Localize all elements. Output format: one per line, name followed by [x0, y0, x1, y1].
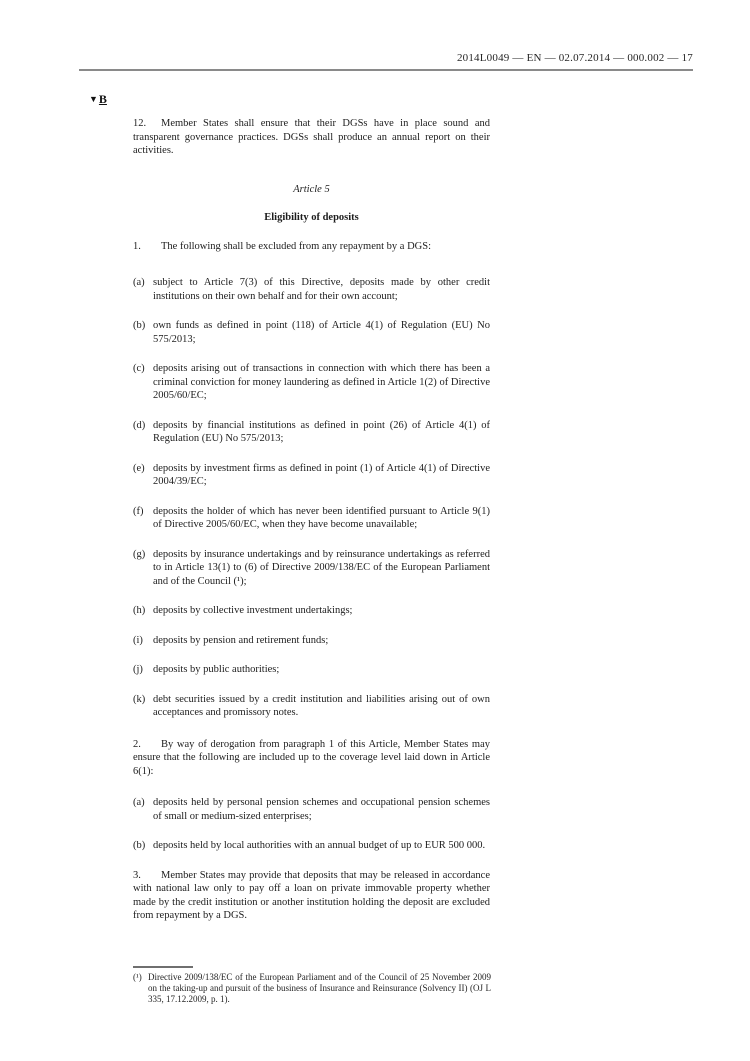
list-item-label: (i): [133, 634, 143, 646]
list-item-label: (j): [133, 664, 143, 675]
list-item-text: deposits by public authorities;: [153, 664, 280, 675]
list-item-text: deposits by collective investment undertakings;: [153, 605, 353, 616]
paragraph-12: [133, 117, 490, 158]
list-item: [133, 663, 490, 677]
list-item: [133, 319, 490, 346]
list-item-text: deposits by financial institutions as defined in point (26) of Article 4(1) of Regulation (EU) No 575/2013;: [153, 419, 490, 444]
document-body: [133, 117, 490, 923]
page-header: [79, 52, 693, 71]
list-item: [133, 362, 490, 403]
list-item-label: (e): [133, 462, 145, 474]
footnote-text: Directive 2009/138/EC of the European Parliament and of the Council of 25 November 2009 on the taking-up and pursuit of the business of Insurance and Reinsurance (Solvency II) (OJ L 335, 17.12.2009, p. 1).: [148, 972, 491, 1004]
paragraph-3: [133, 869, 490, 923]
list-item-text: deposits by insurance undertakings and by reinsurance undertakings as referred to in Article 13(1) to (6) of Directive 2009/138/EC of the European Parliament and of the Council (¹);: [153, 548, 490, 587]
list-item-label: (f): [133, 505, 144, 517]
list-item-text: subject to Article 7(3) of this Directive, deposits made by other credit institutions on their own behalf and for their own account;: [153, 277, 490, 302]
paragraph-text: The following shall be excluded from any repayment by a DGS:: [161, 240, 432, 252]
list-item-text: own funds as defined in point (118) of Article 4(1) of Regulation (EU) No 575/2013;: [153, 320, 490, 345]
list-item: [133, 505, 490, 532]
list-item: [133, 796, 490, 823]
exclusions-list: [133, 276, 490, 720]
change-marker: [89, 92, 107, 107]
list-item-text: deposits arising out of transactions in connection with which there has been a criminal conviction for money laundering as defined in Article 1(2) of Directive 2005/60/EC;: [153, 363, 490, 401]
document-reference: 2014L0049 — EN — 02.07.2014 — 000.002 — 17: [456, 52, 693, 64]
list-item: [133, 634, 490, 648]
list-item-label: (b): [133, 320, 146, 331]
list-item-label: (d): [133, 419, 146, 431]
list-item: [133, 839, 490, 853]
list-item-label: (k): [133, 693, 146, 705]
list-item-text: deposits held by personal pension schemes and occupational pension schemes of small or medium-sized enterprises;: [153, 797, 490, 822]
list-item: [133, 419, 490, 446]
derogation-list: [133, 796, 490, 853]
list-item-text: debt securities issued by a credit institution and liabilities arising out of own acceptances and promissory notes.: [153, 693, 490, 718]
paragraph-number: 3.: [133, 869, 141, 881]
footnote-area: [133, 966, 491, 1005]
paragraph-1: [133, 240, 490, 254]
list-item: [133, 276, 490, 303]
footnote-label: (¹): [133, 972, 142, 982]
list-item-label: (a): [133, 277, 145, 288]
list-item-text: deposits by investment firms as defined in point (1) of Article 4(1) of Directive 2004/39/EC;: [153, 462, 490, 487]
paragraph-2: [133, 738, 490, 779]
paragraph-number: 12.: [133, 118, 147, 129]
list-item: [133, 548, 490, 589]
list-item-label: (c): [133, 363, 145, 374]
list-item-text: deposits by pension and retirement funds;: [153, 634, 329, 646]
change-marker-letter: B: [98, 92, 107, 106]
list-item: [133, 462, 490, 489]
footnote: [133, 972, 491, 1005]
footnote-separator: [133, 966, 193, 968]
list-item-label: (a): [133, 797, 145, 808]
list-item: [133, 604, 490, 618]
list-item-text: deposits the holder of which has never been identified pursuant to Article 9(1) of Directive 2005/60/EC, when they have become unavailable;: [153, 505, 490, 530]
paragraph-text: Member States shall ensure that their DGSs have in place sound and transparent governance practices. DGSs shall produce an annual report on their activities.: [133, 118, 490, 156]
list-item-label: (g): [133, 548, 146, 560]
triangle-down-icon: ▼: [89, 94, 99, 104]
paragraph-text: By way of derogation from paragraph 1 of this Article, Member States may ensure that the following are included up to the coverage level laid down in Article 6(1):: [133, 738, 490, 777]
article-heading: Article 5: [293, 183, 330, 195]
list-item-text: deposits held by local authorities with an annual budget of up to EUR 500 000.: [153, 840, 486, 851]
paragraph-number: 2.: [133, 738, 141, 750]
list-item: [133, 693, 490, 720]
paragraph-text: Member States may provide that deposits that may be released in accordance with national law only to pay off a loan on private immovable property whether made by the credit institution or another institution holding the deposit are excluded from repayment by a DGS.: [133, 869, 490, 921]
paragraph-number: 1.: [133, 240, 141, 252]
list-item-label: (h): [133, 605, 146, 616]
article-title: Eligibility of deposits: [264, 212, 359, 223]
list-item-label: (b): [133, 840, 146, 851]
